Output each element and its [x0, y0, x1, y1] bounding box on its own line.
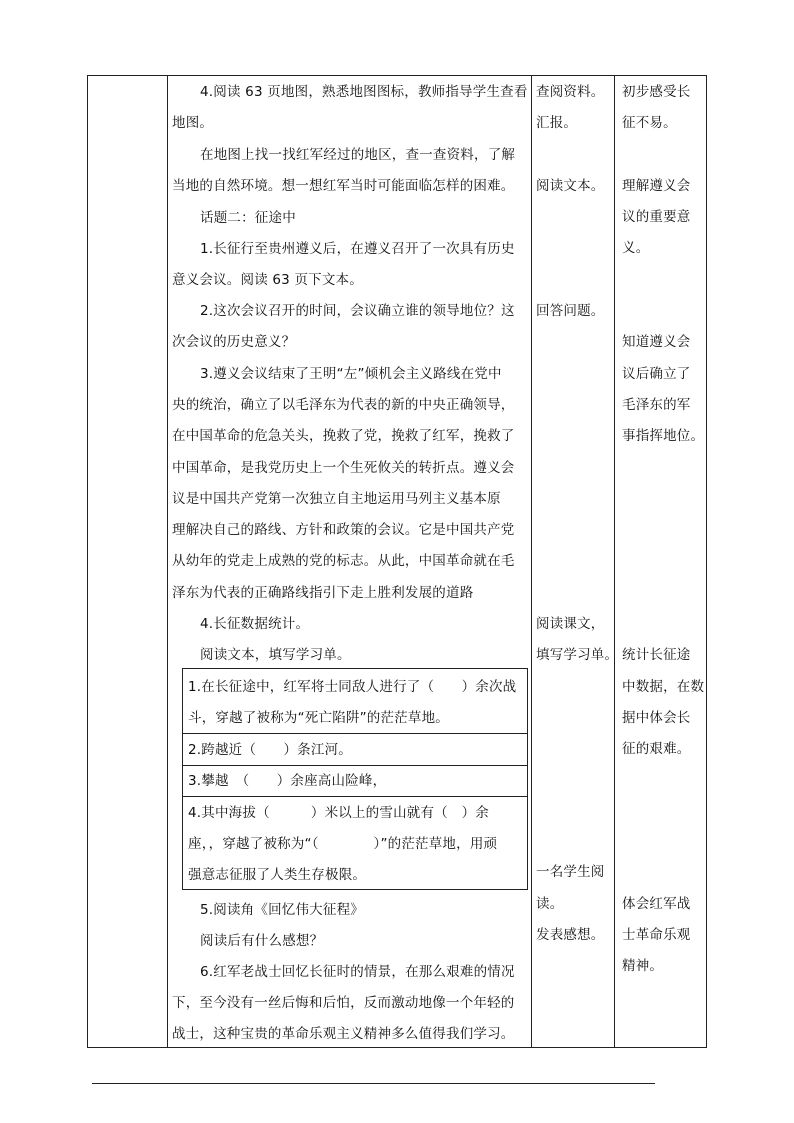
paragraph-line: 在地图上找一找红军经过的地区，查一查资料，了解	[200, 147, 516, 163]
design-intent-line: 统计长征途	[622, 647, 691, 663]
paragraph-line: 1.长征行至贵州遵义后，在遵义召开了一次具有历史	[200, 241, 515, 257]
sheet-line: 强意志征服了人类生存极限。	[188, 867, 367, 883]
design-intent-line: 征不易。	[622, 115, 677, 131]
student-activity-line: 一名学生阅	[536, 864, 605, 880]
design-intent-line: 中数据，在数	[622, 679, 705, 695]
paragraph-line: 5.阅读角《回忆伟大征程》	[200, 902, 364, 918]
paragraph-line: 2.这次会议召开的时间，会议确立谁的领导地位？这	[200, 303, 515, 319]
sheet-row-divider	[183, 765, 527, 766]
student-activity-line: 查阅资料。	[536, 84, 605, 100]
student-activity-line: 填写学习单。	[536, 647, 619, 663]
paragraph-line: 理解决自己的路线、方针和政策的会议。它是中国共产党	[172, 522, 515, 538]
sheet-line: 3.攀越 （ ）余座高山险峰，	[188, 773, 387, 789]
design-intent-line: 征的艰难。	[622, 741, 691, 757]
sheet-row-divider	[183, 733, 527, 734]
design-intent-line: 义。	[622, 240, 650, 256]
paragraph-line: 阅读后有什么感想？	[200, 933, 324, 949]
student-activity-line: 读。	[536, 896, 564, 912]
design-intent-line: 议的重要意	[622, 209, 691, 225]
student-activity-line: 回答问题。	[536, 303, 605, 319]
column-divider-3	[614, 75, 615, 1048]
design-intent-line: 初步感受长	[622, 84, 691, 100]
design-intent-line: 理解遵义会	[622, 178, 691, 194]
design-intent-line: 据中体会长	[622, 710, 691, 726]
paragraph-line: 3.遵义会议结束了王明“左”倾机会主义路线在党中	[200, 366, 502, 382]
column-divider-2	[531, 75, 532, 1048]
paragraph-line: 议是中国共产党第一次独立自主地运用马列主义基本原	[172, 491, 501, 507]
paragraph-line: 央的统治，确立了以毛泽东为代表的新的中央正确领导，	[172, 397, 515, 413]
paragraph-line: 意义会议。阅读 63 页下文本。	[172, 272, 363, 288]
sheet-row-divider	[183, 796, 527, 797]
paragraph-line: 6.红军老战士回忆长征时的情景，在那么艰难的情况	[200, 964, 515, 980]
sheet-line: 座，，穿越了被称为“（ ）”的茫茫草地，用顽	[188, 836, 498, 852]
column-divider-1	[167, 75, 168, 1048]
sheet-line: 1.在长征途中，红军将士同敌人进行了（ ）余次战	[188, 679, 517, 695]
sheet-line: 2.跨越近（ ）条江河。	[188, 742, 352, 758]
paragraph-line: 地图。	[172, 115, 214, 131]
student-activity-line: 阅读文本。	[536, 178, 605, 194]
paragraph-line: 当地的自然环境。想一想红军当时可能面临怎样的困难。	[172, 178, 515, 194]
paragraph-line: 阅读文本，填写学习单。	[200, 647, 351, 663]
student-activity-line: 汇报。	[536, 115, 578, 131]
student-activity-line: 发表感想。	[536, 927, 605, 943]
table-left-border	[87, 75, 88, 1048]
paragraph-line: 在中国革命的危急关头，挽救了党，挽救了红军，挽救了	[172, 428, 515, 444]
sheet-line: 斗，穿越了被称为“死亡陷阱”的茫茫草地。	[188, 710, 449, 726]
design-intent-line: 精神。	[622, 958, 664, 974]
student-activity-line: 阅读课文，	[536, 616, 605, 632]
paragraph-line: 泽东为代表的正确路线指引下走上胜利发展的道路	[172, 585, 474, 601]
paragraph-line: 战士，这种宝贵的革命乐观主义精神多么值得我们学习。	[172, 1026, 515, 1042]
topic-heading: 话题二：征途中	[200, 210, 296, 226]
paragraph-line: 下，至今没有一丝后悔和后怕，反而激动地像一个年轻的	[172, 995, 515, 1011]
design-intent-line: 事指挥地位。	[622, 428, 705, 444]
paragraph-line: 次会议的历史意义？	[172, 334, 296, 350]
design-intent-line: 体会红军战	[622, 896, 691, 912]
table-right-border	[706, 75, 707, 1048]
footer-rule	[92, 1083, 655, 1084]
design-intent-line: 议后确立了	[622, 366, 691, 382]
paragraph-line: 4.阅读 63 页地图，熟悉地图图标，教师指导学生查看	[200, 84, 528, 100]
paragraph-line: 从幼年的党走上成熟的党的标志。从此，中国革命就在毛	[172, 553, 515, 569]
design-intent-line: 士革命乐观	[622, 927, 691, 943]
design-intent-line: 毛泽东的军	[622, 397, 691, 413]
sheet-line: 4.其中海拔（ ）米以上的雪山就有（ ）余	[188, 805, 489, 821]
paragraph-line: 中国革命，是我党历史上一个生死攸关的转折点。遵义会	[172, 460, 515, 476]
paragraph-line: 4.长征数据统计。	[200, 616, 310, 632]
design-intent-line: 知道遵义会	[622, 334, 691, 350]
